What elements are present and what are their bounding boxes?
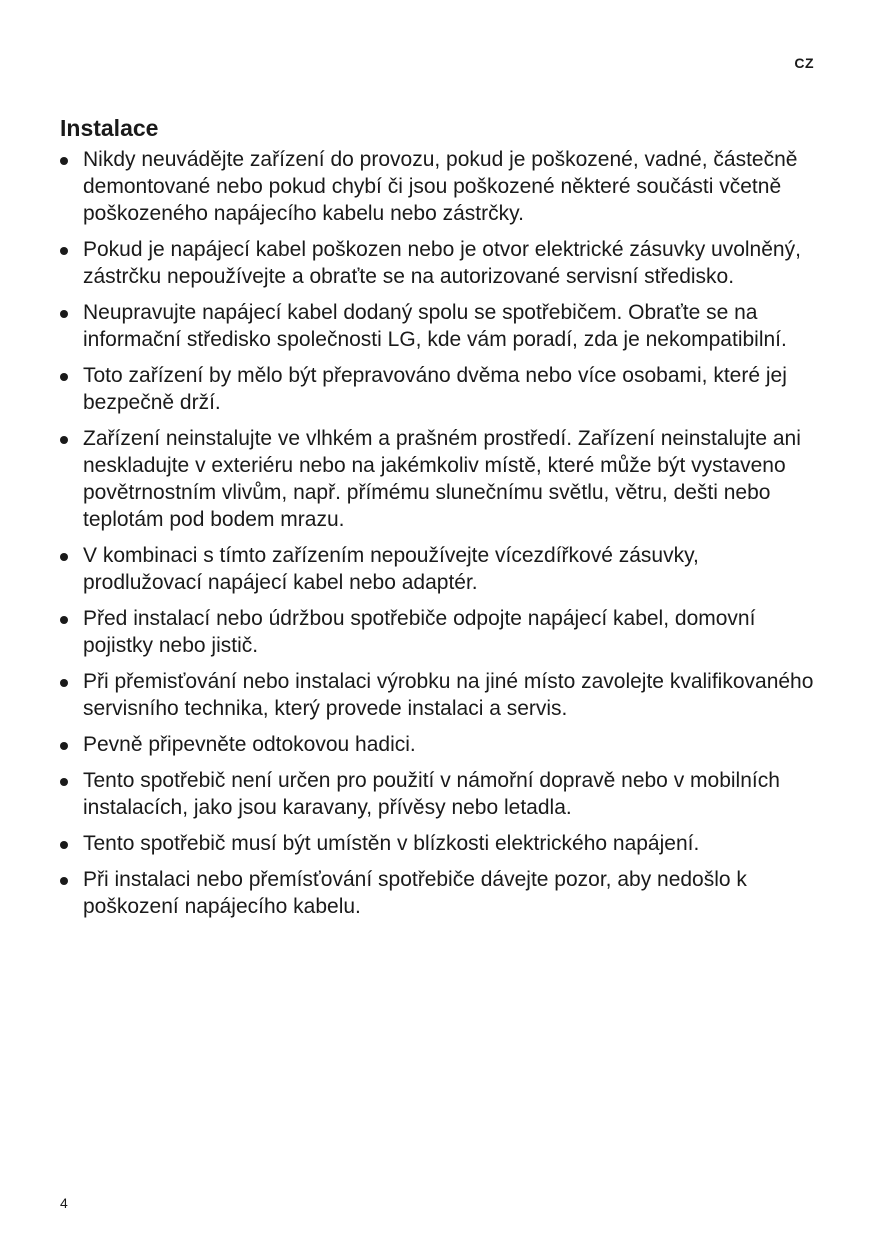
bullet-icon: [60, 247, 68, 255]
bullet-icon: [60, 157, 68, 165]
list-item: [60, 236, 820, 290]
installation-section: [60, 114, 820, 929]
language-code: CZ: [794, 55, 814, 71]
list-item-text: Zařízení neinstalujte ve vlhkém a prašném prostředí. Zařízení neinstalujte ani neskladujte v exteriéru nebo na jakémkoliv místě, které může být vystaveno povětrnostním vlivům, např. přímému slunečnímu světlu, větru, dešti nebo teplotám pod bodem mrazu.: [83, 427, 801, 531]
list-item: [60, 425, 820, 533]
list-item-text: Nikdy neuvádějte zařízení do provozu, pokud je poškozené, vadné, částečně demontované nebo pokud chybí či jsou poškozené některé součásti včetně poškozeného napájecího kabelu nebo zástrčky.: [83, 148, 798, 225]
list-item-text: Pevně připevněte odtokovou hadici.: [83, 733, 416, 756]
list-item: [60, 830, 820, 857]
list-item: [60, 668, 820, 722]
list-item: [60, 542, 820, 596]
list-item-text: Pokud je napájecí kabel poškozen nebo je otvor elektrické zásuvky uvolněný, zástrčku nepoužívejte a obraťte se na autorizované servisní středisko.: [83, 238, 801, 288]
bullet-icon: [60, 553, 68, 561]
bullet-icon: [60, 436, 68, 444]
list-item: [60, 605, 820, 659]
bullet-icon: [60, 742, 68, 750]
list-item-text: Před instalací nebo údržbou spotřebiče odpojte napájecí kabel, domovní pojistky nebo jistič.: [83, 607, 756, 657]
list-item-text: V kombinaci s tímto zařízením nepoužívejte vícezdířkové zásuvky, prodlužovací napájecí kabel nebo adaptér.: [83, 544, 699, 594]
bullet-icon: [60, 310, 68, 318]
list-item: [60, 146, 820, 227]
list-item: [60, 767, 820, 821]
bullet-icon: [60, 778, 68, 786]
list-item-text: Tento spotřebič není určen pro použití v námořní dopravě nebo v mobilních instalacích, jako jsou karavany, přívěsy nebo letadla.: [83, 769, 780, 819]
list-item: [60, 362, 820, 416]
page-number: 4: [60, 1195, 68, 1211]
bullet-icon: [60, 841, 68, 849]
list-item-text: Při přemisťování nebo instalaci výrobku na jiné místo zavolejte kvalifikovaného servisního technika, který provede instalaci a servis.: [83, 670, 814, 720]
bullet-icon: [60, 679, 68, 687]
section-title: Instalace: [60, 115, 159, 141]
bullet-icon: [60, 373, 68, 381]
list-item: [60, 866, 820, 920]
bullet-icon: [60, 616, 68, 624]
list-item-text: Tento spotřebič musí být umístěn v blízkosti elektrického napájení.: [83, 832, 700, 855]
list-item: [60, 731, 820, 758]
list-item-text: Při instalaci nebo přemísťování spotřebiče dávejte pozor, aby nedošlo k poškození napájecího kabelu.: [83, 868, 747, 918]
list-item: [60, 299, 820, 353]
list-item-text: Neupravujte napájecí kabel dodaný spolu se spotřebičem. Obraťte se na informační středisko společnosti LG, kde vám poradí, zda je nekompatibilní.: [83, 301, 787, 351]
list-item-text: Toto zařízení by mělo být přepravováno dvěma nebo více osobami, které jej bezpečně drží.: [83, 364, 787, 414]
bullet-icon: [60, 877, 68, 885]
instruction-list: [60, 146, 820, 920]
